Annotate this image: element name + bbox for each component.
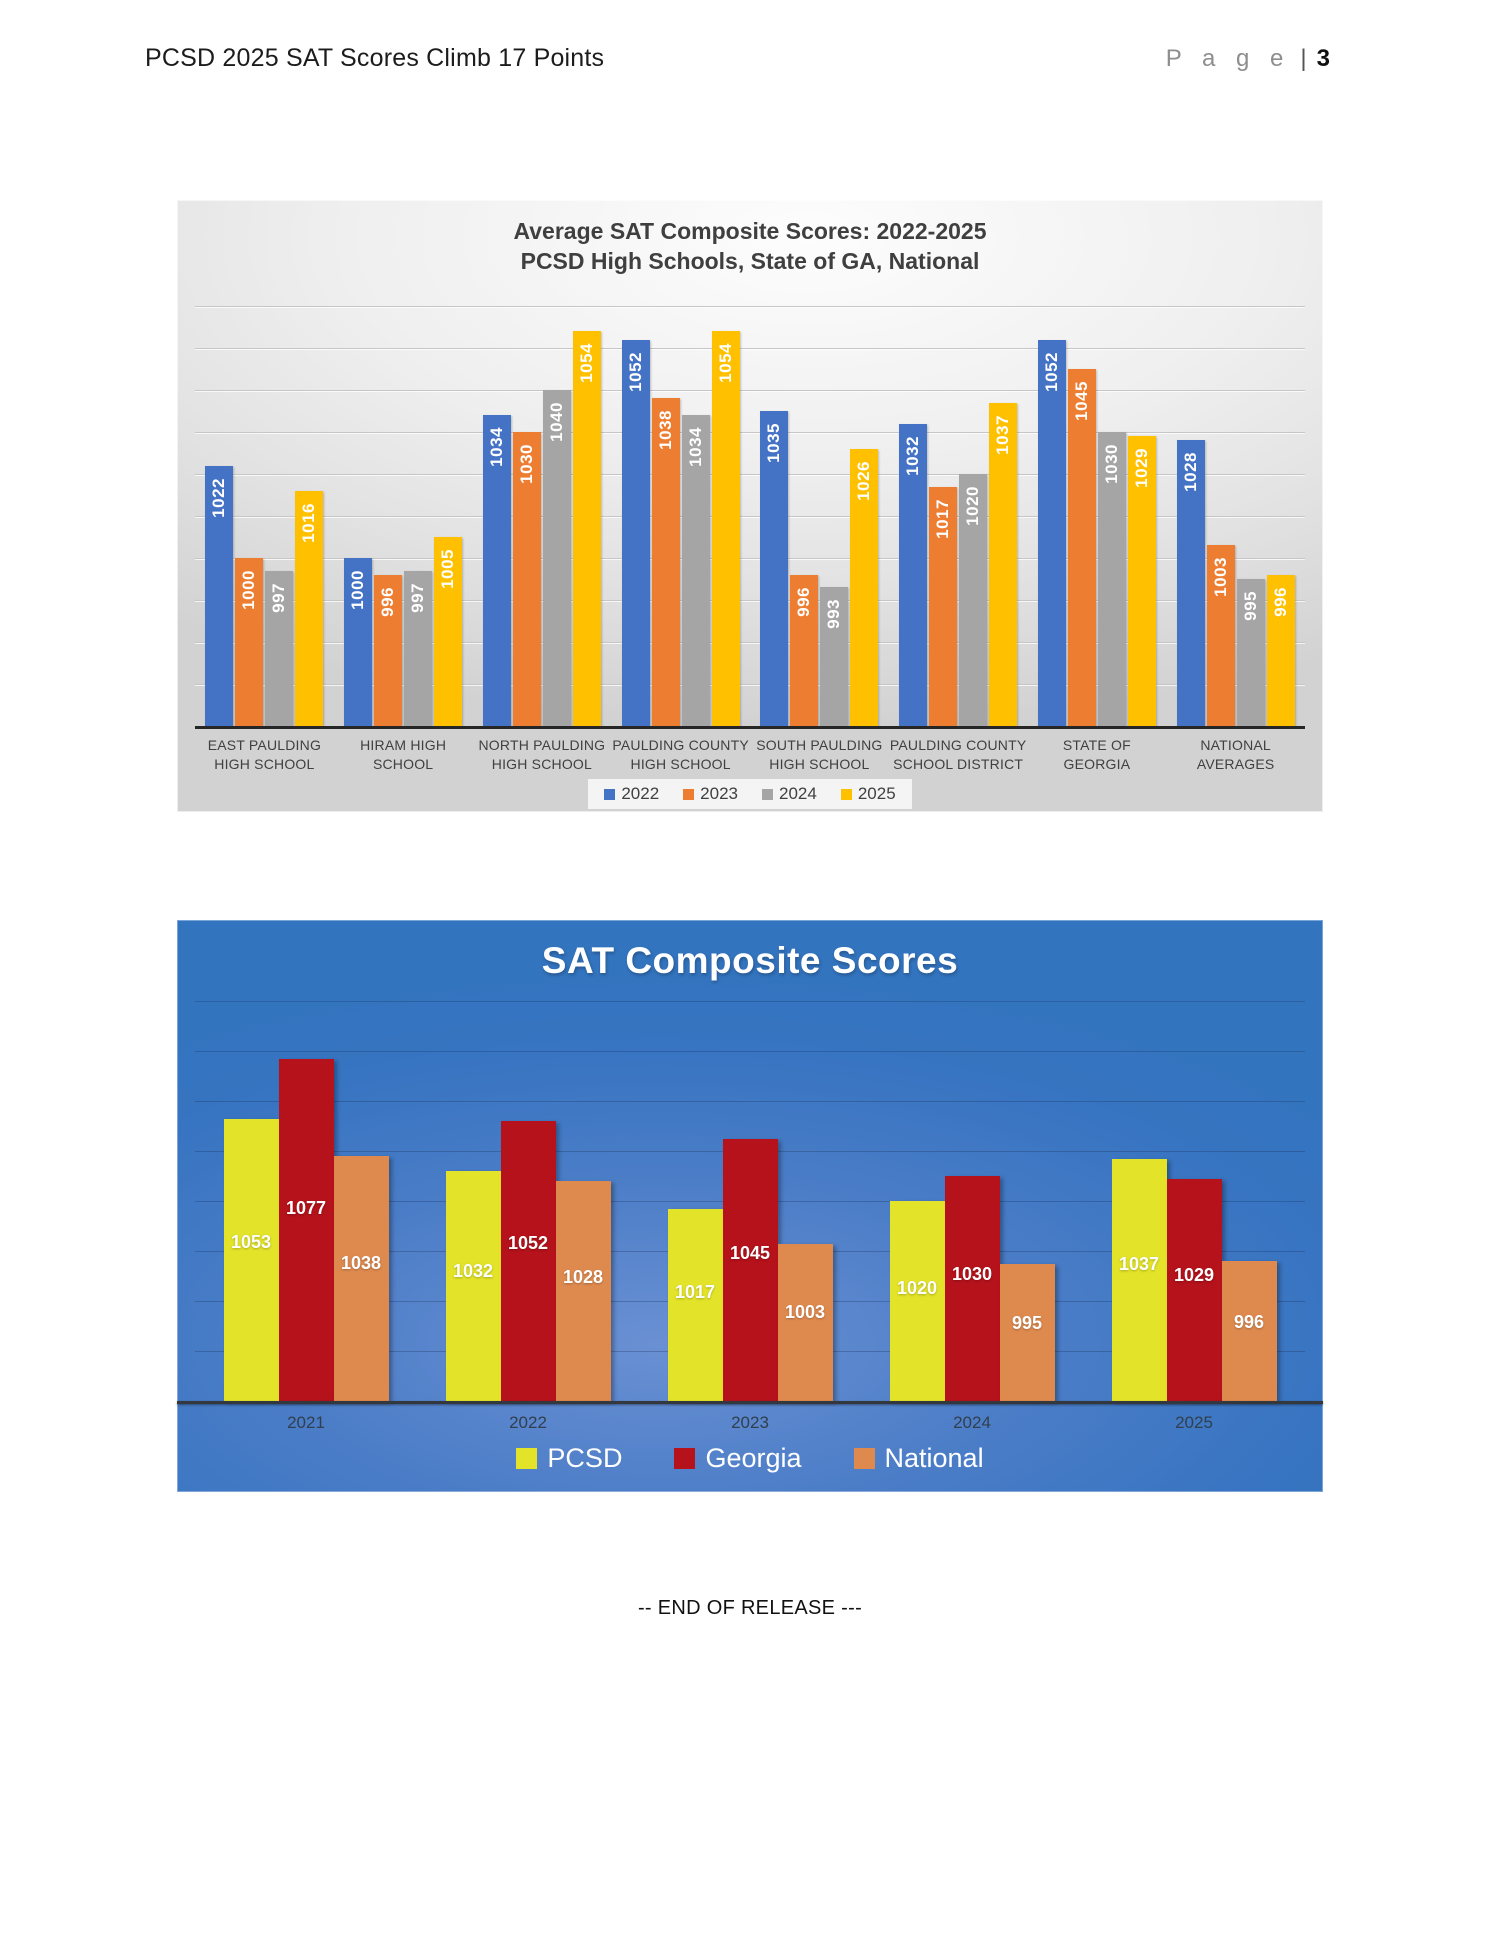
bar-value-label: 1029 [1173, 1265, 1215, 1286]
page-separator: | [1300, 45, 1307, 72]
bar-value: 1030 [516, 444, 536, 484]
bar-value-label [404, 583, 432, 613]
bar-PCSD-2023 [668, 1209, 723, 1402]
bar-value-label [820, 599, 848, 629]
bar-value-label [483, 427, 511, 467]
bar-PCSD-2024 [890, 1201, 945, 1401]
bar-value-label [1128, 448, 1156, 488]
legend-label: 2022 [621, 784, 660, 803]
bar-National-2025 [1222, 1261, 1277, 1401]
bar-value: 1029 [1131, 448, 1151, 489]
category-label-2021: 2021 [287, 1413, 325, 1432]
bar-value: 996 [794, 586, 814, 617]
bar-value-label [265, 583, 293, 613]
legend-item-Georgia [674, 1443, 801, 1474]
bar-National-2021 [334, 1156, 389, 1401]
bar-value: 1034 [685, 427, 705, 468]
legend-label: 2025 [857, 784, 896, 803]
bar-value: 1000 [239, 570, 259, 610]
category-label [889, 736, 1028, 774]
bar-value: 1045 [1071, 381, 1091, 421]
bar-2025-7 [1267, 575, 1295, 726]
bar-value-label [899, 436, 927, 476]
bar-value: 1052 [1041, 351, 1061, 392]
bar-2024-3 [682, 415, 710, 726]
category-label [195, 736, 334, 774]
bar-value-label [1207, 557, 1235, 597]
bar-2023-0 [235, 558, 263, 726]
category-label-2023: 2023 [731, 1413, 769, 1432]
x-axis-line [177, 1401, 1323, 1404]
category-label-2024: 2024 [953, 1413, 991, 1432]
bar-2024-7 [1237, 579, 1265, 726]
bar-2022-7 [1177, 440, 1205, 726]
bar-Georgia-2022 [501, 1121, 556, 1401]
bar-2022-6 [1038, 340, 1066, 726]
bar-PCSD-2022 [446, 1171, 501, 1401]
x-axis-line [195, 726, 1305, 729]
bar-2023-7 [1207, 545, 1235, 726]
bar-value-label [790, 587, 818, 617]
bar-value: 995 [1240, 591, 1260, 621]
document-title: PCSD 2025 SAT Scores Climb 17 Points [145, 44, 605, 72]
bar-value: 1000 [348, 570, 368, 610]
bar-value: 1054 [576, 343, 596, 384]
category-label-line: NATIONAL AVERAGES [1196, 737, 1275, 772]
bar-value: 1020 [963, 486, 983, 526]
category-label [334, 736, 473, 774]
bar-value-label: 1052 [507, 1233, 549, 1254]
legend-item-2023 [683, 784, 738, 804]
bar-value-label: 1037 [1118, 1254, 1160, 1275]
category-label [1028, 736, 1167, 774]
bar-2022-3 [622, 340, 650, 726]
bar-National-2022 [556, 1181, 611, 1401]
bar-value-label [682, 427, 710, 467]
category-label-2022: 2022 [509, 1413, 547, 1432]
bar-PCSD-2025 [1112, 1159, 1167, 1402]
bar-2025-3 [712, 331, 740, 726]
gridline [195, 432, 1305, 433]
chart1-legend-box [588, 779, 911, 809]
category-label-line: EAST PAULDING [207, 737, 322, 753]
bar-2025-5 [989, 403, 1017, 726]
bar-value-label [1068, 381, 1096, 421]
bar-value: 996 [1270, 586, 1290, 617]
legend-label: National [884, 1443, 984, 1473]
bar-2023-3 [652, 398, 680, 726]
bar-value-label [959, 486, 987, 526]
document-header [145, 44, 1330, 73]
bar-value-label [573, 343, 601, 383]
bar-Georgia-2024 [945, 1176, 1000, 1401]
legend-item-2022 [604, 784, 659, 804]
legend-swatch-Georgia [674, 1448, 695, 1469]
page-number: 3 [1316, 45, 1330, 72]
bar-2025-0 [295, 491, 323, 726]
bar-value-label: 1017 [674, 1282, 716, 1303]
bar-value-label [712, 343, 740, 383]
bar-value: 1038 [655, 410, 675, 451]
bar-value: 1054 [715, 343, 735, 384]
bar-value: 1034 [486, 427, 506, 468]
bar-value-label: 1030 [951, 1264, 993, 1284]
page-marker [1166, 45, 1330, 73]
bar-2023-2 [513, 432, 541, 726]
bar-value: 997 [408, 582, 428, 613]
bar-value: 1032 [903, 435, 923, 476]
gridline [195, 1001, 1305, 1002]
bar-value: 1005 [438, 549, 458, 589]
legend-label: 2024 [779, 784, 817, 803]
chart1-legend [177, 779, 1323, 809]
category-label [750, 736, 889, 774]
legend-swatch-2025 [841, 789, 852, 800]
bar-value-label [760, 423, 788, 463]
legend-item-National [854, 1443, 984, 1474]
bar-value: 1030 [1101, 444, 1121, 484]
legend-swatch-PCSD [516, 1448, 537, 1469]
bar-value: 1016 [299, 502, 319, 543]
gridline [195, 1101, 1305, 1102]
bar-value-label: 1003 [784, 1301, 826, 1322]
bar-2024-6 [1098, 432, 1126, 726]
end-of-release-text: -- END OF RELEASE --- [637, 1597, 863, 1619]
category-label-line: HIRAM HIGH SCHOOL [360, 737, 447, 772]
bar-2025-4 [850, 449, 878, 726]
chart2-legend [177, 1443, 1323, 1474]
bar-2022-5 [899, 424, 927, 726]
category-label-2025: 2025 [1175, 1413, 1213, 1432]
bar-National-2023 [778, 1244, 833, 1402]
chart-sat-composite-scores [177, 920, 1323, 1492]
bar-value-label [652, 410, 680, 450]
bar-2024-5 [959, 474, 987, 726]
bar-value-label [295, 503, 323, 543]
category-label-line: PAULDING COUNTY [889, 737, 1027, 753]
category-label-line: HIGH SCHOOL [630, 756, 731, 772]
bar-value-label: 1077 [285, 1198, 327, 1219]
bar-2022-2 [483, 415, 511, 726]
category-label-line: SCHOOL DISTRICT [893, 756, 1024, 772]
bar-value: 1017 [933, 498, 953, 539]
bar-value-label: 996 [1233, 1311, 1265, 1332]
bar-value-label [205, 478, 233, 518]
chart1-title [177, 216, 1323, 276]
category-label-line: NORTH PAULDING [478, 737, 606, 753]
bar-2025-2 [573, 331, 601, 726]
bar-value: 1026 [854, 460, 874, 501]
legend-item-PCSD [516, 1443, 622, 1474]
legend-label: PCSD [547, 1443, 623, 1473]
bar-value: 993 [824, 599, 844, 630]
chart2-title: SAT Composite Scores [541, 940, 959, 981]
bar-value: 1022 [209, 477, 229, 518]
bar-2023-5 [929, 487, 957, 726]
bar-value-label [622, 352, 650, 392]
bar-value-label: 1038 [340, 1252, 382, 1273]
gridline [195, 306, 1305, 307]
chart1-title-line1: Average SAT Composite Scores: 2022-2025 [513, 218, 987, 244]
bar-value-label: 1020 [896, 1278, 938, 1298]
bar-value-label [374, 587, 402, 617]
legend-label: Georgia [705, 1443, 802, 1473]
bar-value: 996 [378, 586, 398, 617]
legend-label: 2023 [700, 784, 738, 803]
bar-2024-1 [404, 571, 432, 726]
chart-sat-composite-2022-2025 [177, 200, 1323, 812]
bar-value-label [434, 549, 462, 589]
category-label-line: SOUTH PAULDING [756, 737, 883, 753]
bar-value-label [929, 499, 957, 539]
category-label-line: PAULDING COUNTY [612, 737, 749, 753]
bar-value-label [1237, 591, 1265, 621]
bar-value-label: 1053 [230, 1231, 272, 1252]
bar-2022-0 [205, 466, 233, 726]
bar-value-label: 1028 [562, 1266, 604, 1287]
bar-value-label: 995 [1011, 1313, 1043, 1333]
bar-value: 1052 [625, 351, 645, 392]
bar-Georgia-2023 [723, 1139, 778, 1402]
bar-2025-6 [1128, 436, 1156, 726]
bar-value-label [1098, 444, 1126, 484]
bar-National-2024 [1000, 1264, 1055, 1402]
gridline [195, 390, 1305, 391]
bar-value-label [989, 415, 1017, 455]
bar-2025-1 [434, 537, 462, 726]
gridline [195, 348, 1305, 349]
bar-2022-1 [344, 558, 372, 726]
bar-value: 1035 [764, 423, 784, 463]
legend-item-2024 [762, 784, 817, 804]
legend-swatch-National [854, 1448, 875, 1469]
bar-2023-6 [1068, 369, 1096, 726]
bar-2023-4 [790, 575, 818, 726]
legend-swatch-2022 [604, 789, 615, 800]
bar-Georgia-2021 [279, 1059, 334, 1402]
bar-value: 1037 [993, 414, 1013, 455]
category-label [1166, 736, 1305, 774]
category-label-line: STATE OF GEORGIA [1062, 737, 1131, 772]
bar-2022-4 [760, 411, 788, 726]
legend-swatch-2023 [683, 789, 694, 800]
bar-value-label: 1045 [729, 1243, 771, 1263]
bar-value: 997 [269, 582, 289, 613]
bar-2023-1 [374, 575, 402, 726]
category-label [473, 736, 612, 774]
bar-value-label [850, 461, 878, 501]
legend-item-2025 [841, 784, 896, 804]
bar-value-label [235, 570, 263, 610]
gridline [195, 1051, 1305, 1052]
category-label-line: HIGH SCHOOL [214, 756, 315, 772]
chart1-title-line2: PCSD High Schools, State of GA, National [520, 248, 980, 274]
bar-2024-2 [543, 390, 571, 726]
bar-value-label [1038, 352, 1066, 392]
bar-value: 1028 [1180, 452, 1200, 493]
bar-value-label [1177, 452, 1205, 492]
bar-value-label [1267, 587, 1295, 617]
bar-2024-4 [820, 587, 848, 726]
bar-value-label [344, 570, 372, 610]
page-word: P a g e [1165, 45, 1291, 72]
bar-PCSD-2021 [224, 1119, 279, 1402]
bar-value: 1040 [546, 402, 566, 442]
bar-Georgia-2025 [1167, 1179, 1222, 1402]
bar-value-label [513, 444, 541, 484]
bar-2024-0 [265, 571, 293, 726]
bar-value-label [543, 402, 571, 442]
bar-value-label: 1032 [452, 1261, 494, 1282]
category-label-line: HIGH SCHOOL [769, 756, 870, 772]
bar-value: 1003 [1210, 557, 1230, 598]
category-label-line: HIGH SCHOOL [491, 756, 592, 772]
legend-swatch-2024 [762, 789, 773, 800]
category-label [611, 736, 750, 774]
